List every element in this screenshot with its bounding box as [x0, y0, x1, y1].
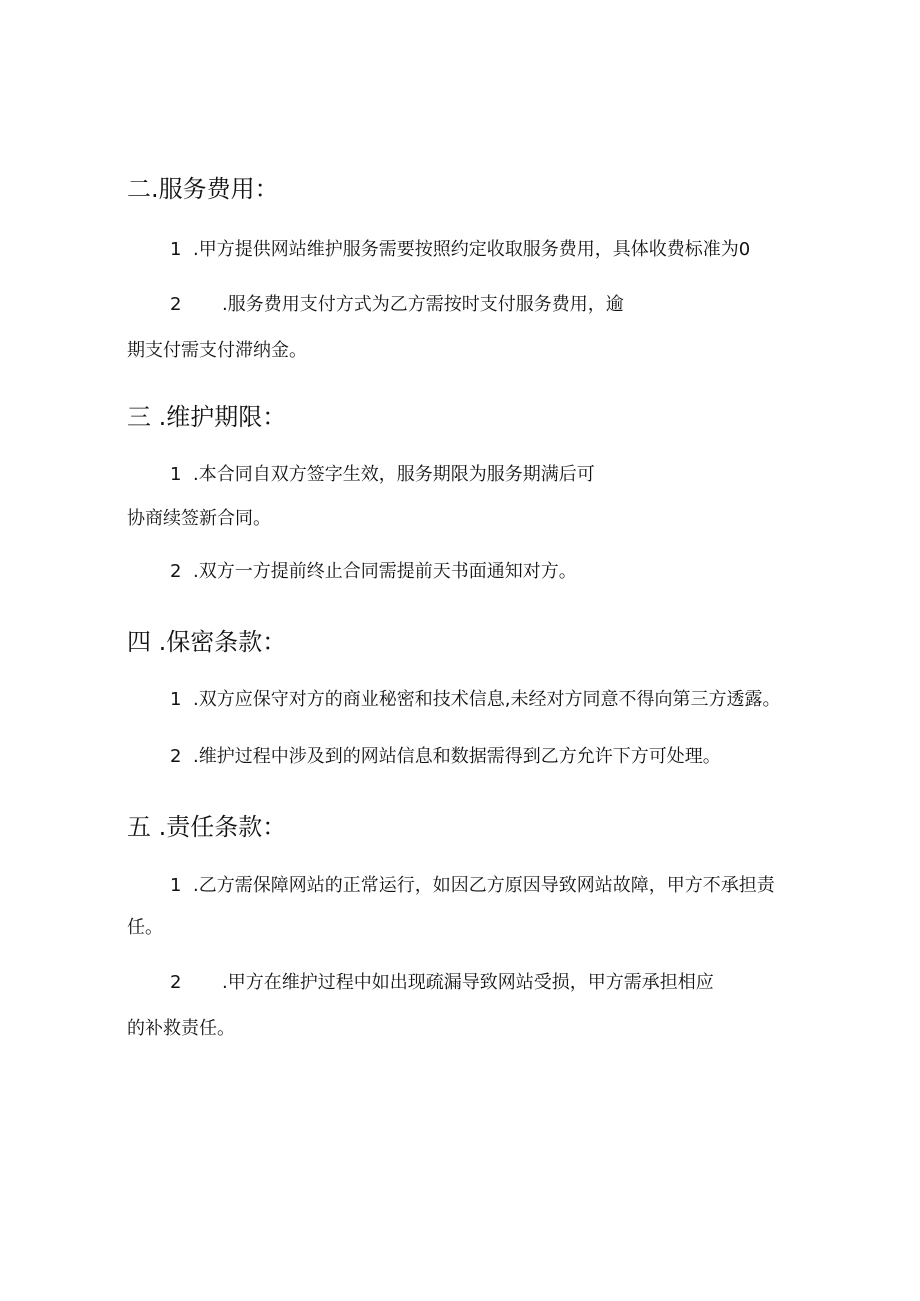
item-text-continuation: 任。 — [127, 917, 163, 938]
item-text: .乙方需保障网站的正常运行，如因乙方原因导致网站故障，甲方不承担责 — [193, 875, 775, 896]
item-text: .双方应保守对方的商业秘密和技术信息,未经对方同意不得向第三方透露。 — [193, 689, 781, 710]
item-number: 2 — [170, 294, 182, 315]
item-number: 1 — [170, 689, 182, 710]
section-heading-maintenance-term: 三 .维护期限： — [127, 403, 287, 431]
section-heading-liability: 五 .责任条款： — [127, 813, 287, 841]
item-text: .本合同自双方签字生效，服务期限为服务期满后可 — [193, 464, 595, 485]
item-number: 1 — [170, 239, 182, 260]
item-text: .双方一方提前终止合同需提前天书面通知对方。 — [193, 561, 577, 582]
item-number: 1 — [170, 875, 182, 896]
item-text: .维护过程中涉及到的网站信息和数据需得到乙方允许下方可处理。 — [193, 746, 721, 767]
item-text: .服务费用支付方式为乙方需按时支付服务费用，逾 — [222, 294, 624, 315]
item-number: 2 — [170, 972, 182, 993]
item-text-continuation: 协商续签新合同。 — [127, 508, 271, 529]
item-number: 2 — [170, 746, 182, 767]
item-text-continuation: 的补救责任。 — [127, 1018, 235, 1039]
item-text-continuation: 期支付需支付滞纳金。 — [127, 340, 307, 361]
section-heading-confidentiality: 四 .保密条款： — [127, 628, 287, 656]
item-text: .甲方提供网站维护服务需要按照约定收取服务费用，具体收费标准为0 — [193, 239, 751, 260]
section-heading-service-fee: 二.服务费用： — [127, 175, 279, 203]
item-number: 1 — [170, 464, 182, 485]
item-number: 2 — [170, 561, 182, 582]
item-text: .甲方在维护过程中如出现疏漏导致网站受损，甲方需承担相应 — [222, 972, 714, 993]
